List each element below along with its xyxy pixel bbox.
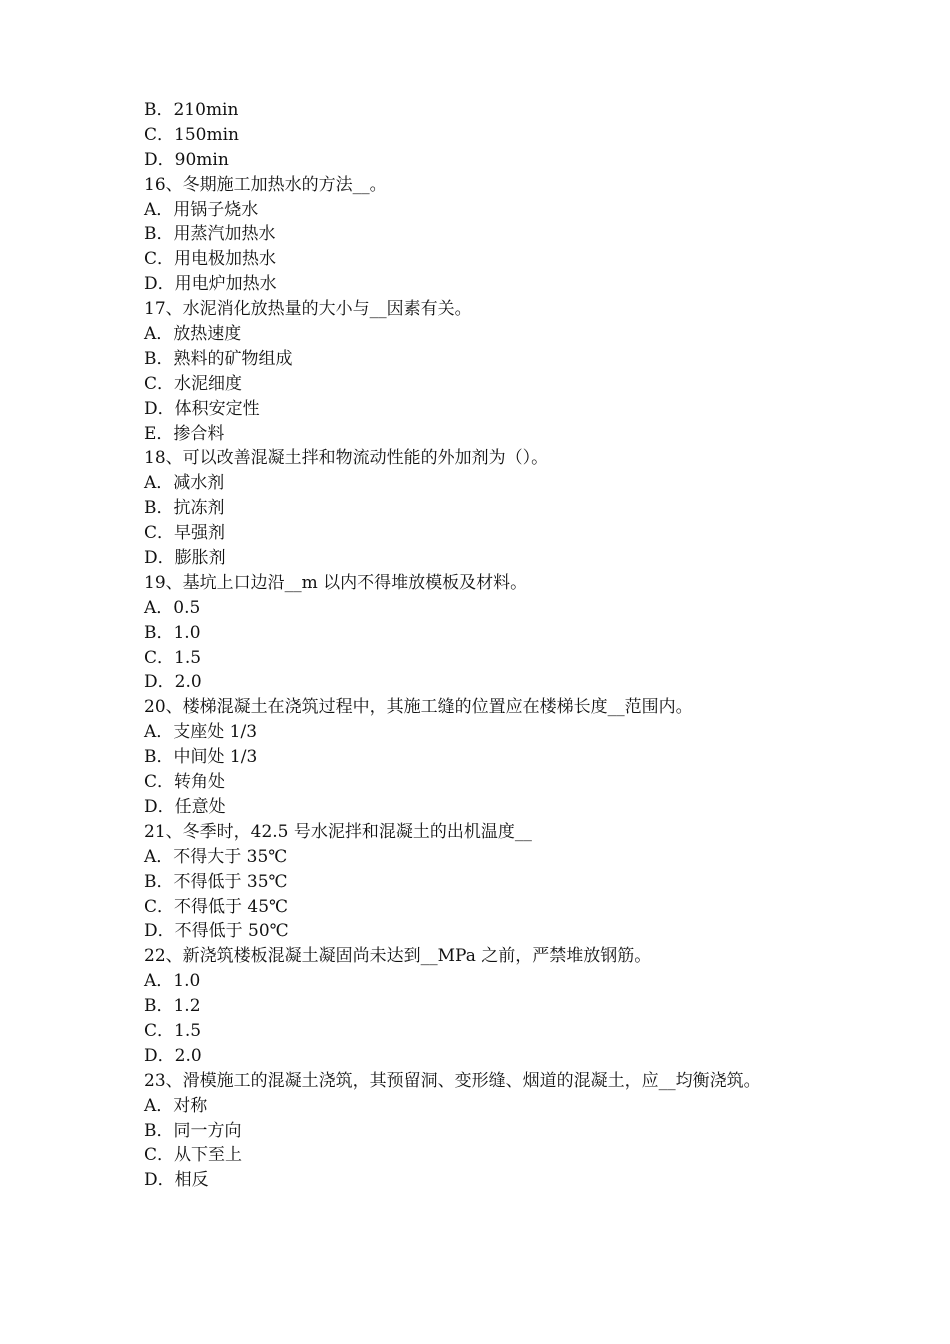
option-line: C．水泥细度: [144, 373, 243, 394]
option-line: B．熟料的矿物组成: [144, 348, 293, 369]
option-line: B．210min: [144, 100, 239, 120]
option-line: D．膨胀剂: [144, 548, 226, 569]
option-line: D．体积安定性: [144, 398, 260, 419]
document-body: [144, 98, 844, 1193]
question-23: 23、滑模施工的混凝土浇筑，其预留洞、变形缝、烟道的混凝土，应__均衡浇筑。: [144, 1070, 761, 1091]
option-line: C．用电极加热水: [144, 249, 277, 270]
option-line: A．对称: [144, 1095, 208, 1116]
option-line: B．用蒸汽加热水: [144, 224, 276, 245]
option-line: D．2.0: [144, 1045, 202, 1066]
option-line: A．减水剂: [144, 473, 225, 494]
option-line: C．1.5: [144, 1020, 202, 1041]
question-18: 18、可以改善混凝土拌和物流动性能的外加剂为（）。: [144, 448, 549, 469]
option-line: B．同一方向: [144, 1120, 242, 1141]
option-line: D．90min: [144, 149, 229, 170]
option-line: D．任意处: [144, 796, 226, 817]
question-19: 19、基坑上口边沿__m 以内不得堆放模板及材料。: [144, 572, 528, 593]
option-line: A．支座处 1/3: [144, 722, 258, 743]
option-line: B．1.0: [144, 622, 201, 643]
option-line: C．150min: [144, 124, 239, 145]
question-16: 16、冬期施工加热水的方法__。: [144, 174, 387, 195]
option-line: B．1.2: [144, 996, 201, 1017]
question-17: 17、水泥消化放热量的大小与__因素有关。: [144, 299, 472, 320]
option-line: C．不得低于 45℃: [144, 896, 289, 917]
option-line: C．1.5: [144, 647, 202, 668]
option-line: D．相反: [144, 1170, 209, 1191]
question-21: 21、冬季时，42.5 号水泥拌和混凝土的出机温度__: [144, 821, 532, 842]
option-line: C．早强剂: [144, 523, 226, 544]
option-line: D．2.0: [144, 672, 202, 693]
option-line: A．不得大于 35℃: [144, 846, 288, 867]
option-line: C．从下至上: [144, 1145, 243, 1166]
option-line: A．放热速度: [144, 324, 242, 345]
option-line: A．0.5: [144, 597, 201, 618]
option-line: A．用锅子烧水: [144, 199, 259, 220]
option-line: C．转角处: [144, 772, 226, 793]
option-line: E．掺合料: [144, 423, 225, 444]
option-line: B．抗冻剂: [144, 498, 225, 519]
option-line: D．不得低于 50℃: [144, 921, 289, 942]
question-20: 20、楼梯混凝土在浇筑过程中，其施工缝的位置应在楼梯长度__范围内。: [144, 697, 693, 718]
option-line: D．用电炉加热水: [144, 274, 277, 295]
option-line: B．不得低于 35℃: [144, 871, 288, 892]
option-line: A．1.0: [144, 971, 201, 992]
question-22: 22、新浇筑楼板混凝土凝固尚未达到__MPa 之前，严禁堆放钢筋。: [144, 946, 652, 967]
option-line: B．中间处 1/3: [144, 747, 258, 768]
